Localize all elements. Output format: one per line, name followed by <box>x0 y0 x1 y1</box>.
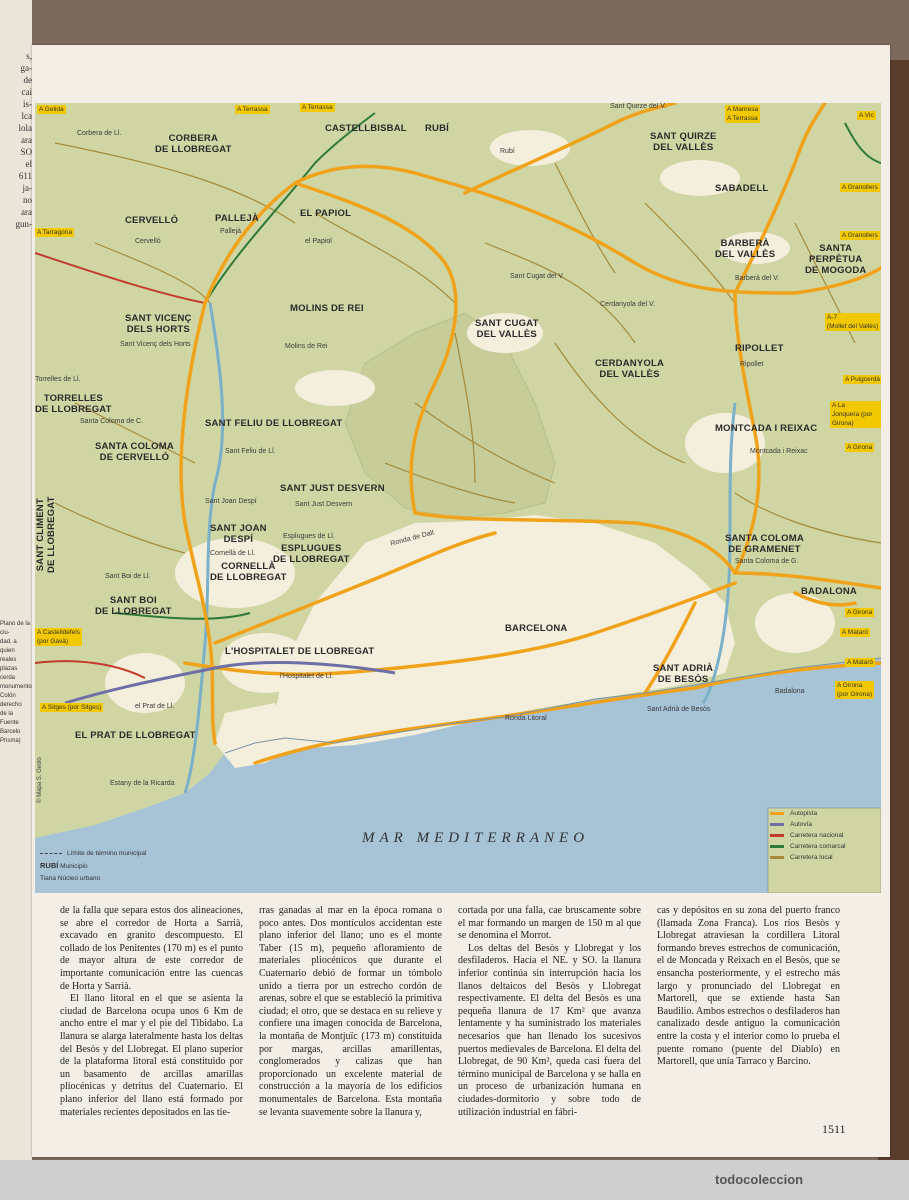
map-legend-municipal <box>40 848 146 885</box>
legend-item <box>770 808 874 819</box>
town-santa-coloma-c-small: Santa Coloma de C. <box>80 418 144 425</box>
map-legend <box>770 808 874 863</box>
road-sign-a-gelida: A Gelida <box>39 106 64 113</box>
road-sign-a-girona-3: A Girona (por Girona) <box>837 682 873 698</box>
town-montcada-small: Montcada i Reixac <box>750 448 808 455</box>
scrap-line: cerda <box>0 675 16 681</box>
article-text <box>60 905 840 1119</box>
road-sign-a-girona-1: A Girona <box>847 444 873 451</box>
place-molins: MOLINS DE REI <box>290 303 364 314</box>
paragraph: cas y depósitos en su zona del puerto franco (llamada Zona Franca). Los ríos Besòs y Llobregat atraviesan la cordillera Litoral formando breves estrechos de comunicación, el de Moncada y Reixach en el Besòs, que se ensancha posteriormente, y el estrecho más largo y pronunciado del Llobregat en Martorell, que se extiende hasta San Baudilio. Ambos estrechos o desfiladeros han canalizado desde antiguo la comunicación entre la costa y el interior como lo prueba el puente romano (puente del Diablo) en Martorell, que unía Tarraco y Barcino. <box>657 905 840 1068</box>
place-sant-joan: SANT JOAN DESPÍ <box>210 523 267 545</box>
scrap-line: s, <box>26 51 32 61</box>
scrap-line: Barcelo <box>0 729 21 735</box>
scrap-line: ara <box>21 207 32 217</box>
road-sign-a-tarragona: A Tarragona <box>37 229 72 236</box>
place-ripollet: RIPOLLET <box>735 343 784 354</box>
town-el-prat-small: el Prat de Ll. <box>135 703 175 710</box>
paragraph: cortada por una falla, cae bruscamente sobre el mar formando un margen de 150 m al que se denomina el Morrot. <box>458 905 641 942</box>
scrap-line: no <box>23 195 32 205</box>
legend-item <box>770 852 874 863</box>
legend-swatch <box>770 856 784 859</box>
road-sign-a-terrassa-2: A Terrassa <box>302 104 333 111</box>
place-barbera: BARBERÀ DEL VALLÈS <box>715 238 776 260</box>
road-sign-a-manresa: A Manresa A Terrassa <box>727 106 759 122</box>
road-sign-a-mataro-1: A Mataró <box>842 629 869 636</box>
scrap-line: de la Fuente <box>0 711 19 726</box>
scrap-line: derecho <box>0 702 22 708</box>
place-sant-quirze: SANT QUIRZE DEL VALLÈS <box>650 131 717 153</box>
text-column-2 <box>259 905 442 1119</box>
scrap-line: de <box>23 75 32 85</box>
town-torrelles-small: Torrelles de Ll. <box>35 376 81 383</box>
town-corbera-small: Corbera de Ll. <box>77 130 122 137</box>
scrap-line: ara <box>21 135 32 145</box>
scrap-line: plazas <box>0 666 18 672</box>
legend-swatch <box>770 845 784 848</box>
scrap-line: lola <box>18 123 32 133</box>
place-sant-just: SANT JUST DESVERN <box>280 483 385 494</box>
scrap-line: gun- <box>15 219 32 229</box>
scrap-line: Colón <box>0 693 16 699</box>
place-el-papiol: EL PAPIOL <box>300 208 352 219</box>
left-page-text-fragments <box>0 50 32 350</box>
label-ronda-litoral: Ronda Litoral <box>505 715 547 722</box>
town-badalona-small: Badalona <box>775 688 805 695</box>
sea-label: MAR MEDITERRANEO <box>362 830 590 846</box>
place-sant-feliu: SANT FELIU DE LLOBREGAT <box>205 418 343 429</box>
place-esplugues: ESPLUGUES DE LLOBREGAT <box>273 543 350 565</box>
municipio-label: Municipio <box>60 863 88 870</box>
town-ripollet-small: Ripollet <box>740 361 764 368</box>
place-sant-climent: SANT CLIMENT DE LLOBREGAT <box>35 496 57 573</box>
scrap-line: ga- <box>20 63 32 73</box>
town-sant-boi-small: Sant Boi de Ll. <box>105 573 151 580</box>
scrap-line: dad, a quien <box>0 639 17 654</box>
place-torrelles: TORRELLES DE LLOBREGAT <box>35 393 112 415</box>
legend-label: Carretera comarcal <box>790 843 846 850</box>
town-rubi-small: Rubí <box>500 148 515 155</box>
town-el-papiol-small: el Papiol <box>305 238 332 245</box>
place-cornella: CORNELLÀ DE LLOBREGAT <box>210 561 287 583</box>
scrap-line: cai <box>21 87 32 97</box>
town-sant-feliu-small: Sant Feliu de Ll. <box>225 448 276 455</box>
legend-label: Carretera local <box>790 854 833 861</box>
place-montcada: MONTCADA I REIXAC <box>715 423 818 434</box>
scrap-line: reales <box>0 657 17 663</box>
scrap-line: SO <box>20 147 32 157</box>
place-rubi: RUBÍ <box>425 123 450 134</box>
road-sign-a-girona-2: A Girona <box>847 609 873 616</box>
scrap-line: el <box>25 159 32 169</box>
scrap-line: 611 <box>18 171 32 181</box>
town-palleja-small: Pallejà <box>220 228 242 235</box>
legend-label: Autopista <box>790 810 818 817</box>
boundary-line-sample <box>40 853 62 854</box>
legend-label: Carretera nacional <box>790 832 844 839</box>
scrap-line: ja- <box>22 183 32 193</box>
page-number: 1511 <box>822 1122 846 1136</box>
place-barcelona: BARCELONA <box>505 623 568 634</box>
road-sign-a-jonquera: A La Jonquera (por Girona) <box>830 401 881 428</box>
text-column-4 <box>657 905 840 1119</box>
map-credit: © Mapa S. Geslo <box>37 757 43 803</box>
place-hospitalet: L'HOSPITALET DE LLOBREGAT <box>225 646 375 657</box>
place-corbera: CORBERA DE LLOBREGAT <box>155 133 232 155</box>
paragraph: rras ganadas al mar en la época romana o poco antes. Dos montículos accidentan este plano inferior del llano; uno es el monte Taber (15 m), pequeño afloramiento de materiales pliocénicos que durante el Cuaternario debió de formar un tómbolo unido a tierra por un estrecho cordón de arenas, sobre el que se estableció la primitiva ciudad; el otro, que se destaca en su relieve y confiere una imagen conocida de Barcelona, la montaña de Montjuïc (173 m) constituida por margas, arcillas amarillentas, conglomerados y calizas que han proporcionado un excelente material de construcción a la mayoría de los edificios monumentales de Barcelona. Esta montaña se levanta suavemente sobre la llanura y, <box>259 905 442 1118</box>
place-sabadell: SABADELL <box>715 183 769 194</box>
watermark: todocoleccion <box>715 1172 804 1187</box>
town-sant-just-small: Sant Just Desvern <box>295 501 353 508</box>
town-cornella-small: Cornellà de Ll. <box>210 550 256 557</box>
municipio-sample: RUBÍ <box>40 861 59 870</box>
place-cerdanyola: CERDANYOLA DEL VALLÈS <box>595 358 665 380</box>
road-sign-a-castelldefels: A Castelldefels (por Gavà) <box>37 629 80 645</box>
place-sant-vicenc: SANT VICENÇ DELS HORTS <box>125 313 192 335</box>
road-sign-a-sitges: A Sitges (por Sitges) <box>42 704 102 711</box>
road-sign-a-vic: A Vic <box>859 112 874 119</box>
legend-swatch <box>770 812 784 815</box>
legend-swatch <box>770 834 784 837</box>
scrap-line: Prisma) <box>0 738 21 744</box>
place-cervello: CERVELLÓ <box>125 215 179 226</box>
town-cerdanyola-small: Cerdanyola del V. <box>600 301 656 308</box>
barcelona-area-map <box>35 103 881 893</box>
road-sign-a-puigcerda: A Puigcerdà <box>845 376 881 383</box>
town-molins-small: Molins de Rei <box>285 343 328 350</box>
place-sant-adria: SANT ADRIÀ DE BESÒS <box>653 663 714 685</box>
place-sant-cugat: SANT CUGAT DEL VALLÈS <box>475 318 539 340</box>
scrap-line: lca <box>21 111 32 121</box>
left-page-caption-fragments <box>0 620 32 790</box>
paragraph: El llano litoral en el que se asienta la ciudad de Barcelona ocupa unos 6 Km de ancho entre el mar y el pie del Tibidabo. La llanura se alarga lateralmente hasta los deltas del Besòs y del Llobregat. El plano superior de la plataforma litoral está constituido por un basamento de arcillas amarillas pliocénicas y detritus del Cuaternario. El plano inferior del llano está formado por materiales recientes depositados en las tie- <box>60 993 243 1118</box>
road-sign-a-mollet: A-7 (Mollet del Vallès) <box>827 314 879 330</box>
boundary-label: Límite de término municipal <box>67 850 147 857</box>
place-santa-coloma-cervello: SANTA COLOMA DE CERVELLÓ <box>95 441 174 463</box>
place-palleja: PALLEJÀ <box>215 213 259 224</box>
town-barbera-small: Barberà del V. <box>735 275 780 282</box>
legend-item <box>770 830 874 841</box>
place-castellbisbal: CASTELLBISBAL <box>325 123 407 134</box>
town-santa-coloma-g-small: Santa Coloma de G. <box>735 558 799 565</box>
nucleo-label: Núcleo urbano <box>57 875 101 882</box>
label-estany-ricarda: Estany de la Ricarda <box>110 780 175 787</box>
place-sant-boi: SANT BOI DE LLOBREGAT <box>95 595 172 617</box>
road-sign-a-granollers-2: A Granollers <box>842 232 878 239</box>
paragraph: Los deltas del Besòs y Llobregat y los desfiladeros. Hacia el NE. y SO. la llanura inferior continúa sin interrupción hacia los llanos deltaicos del Besòs y Llobregat respectivamente. El delta del Besòs es una pequeña llanura de 17 Km² que avanza lentamente y ha suministrado los materiales necesarios que han llenado los sucesivos puertos medievales de Barcelona. El delta del Llobregat, de 90 Km², queda casi fuera del término municipal de Barcelona y se halla en un proceso de urbanización humana en ciudades-dormitorio y sobre todo de utilización industrial en fábri- <box>458 942 641 1118</box>
place-el-prat: EL PRAT DE LLOBREGAT <box>75 730 196 741</box>
town-sant-joan-small: Sant Joan Despí <box>205 498 257 505</box>
town-hospitalet-small: l'Hospitalet de Ll. <box>280 673 334 680</box>
town-sant-quirze-small: Sant Quirze del V. <box>610 103 667 110</box>
text-column-1 <box>60 905 243 1119</box>
place-santa-perpetua: SANTA PERPÈTUA DE MOGODA <box>805 243 867 276</box>
text-column-3 <box>458 905 641 1119</box>
paragraph: de la falla que separa estos dos alineaciones, se abre el corredor de Horta a Sarrià, excavado en granito descompuesto. El collado de los Penitentes (170 m) es el punto de mayor altura de este corredor de importante comunicación entre las cuencas de Horta y Sarrià. <box>60 905 243 992</box>
legend-item <box>770 819 874 830</box>
town-sant-adria-small: Sant Adrià de Besòs <box>647 706 711 713</box>
road-sign-a-terrassa-1: A Terrassa <box>237 106 268 113</box>
scrap-line: is- <box>23 99 32 109</box>
place-badalona: BADALONA <box>801 586 857 597</box>
legend-swatch <box>770 823 784 826</box>
legend-item <box>770 841 874 852</box>
town-esplugues-small: Esplugues de Ll. <box>283 533 335 540</box>
label-ronda-dalt: Ronda de Dalt <box>389 529 435 548</box>
town-sant-cugat-small: Sant Cugat del V. <box>510 273 565 280</box>
road-sign-a-granollers-1: A Granollers <box>842 184 878 191</box>
legend-label: Autovía <box>790 821 813 828</box>
town-cervello-small: Cervelló <box>135 238 161 245</box>
road-sign-a-mataro-2: A Mataró <box>847 659 874 666</box>
scrap-line: Plano de la ciu- <box>0 621 31 636</box>
nucleo-sample: Tiana <box>40 875 57 882</box>
scrap-line: monumento <box>0 684 32 690</box>
place-santa-coloma-gramenet: SANTA COLOMA DE GRAMENET <box>725 533 804 555</box>
town-sant-vicenc-small: Sant Vicenç dels Horts <box>120 341 191 348</box>
